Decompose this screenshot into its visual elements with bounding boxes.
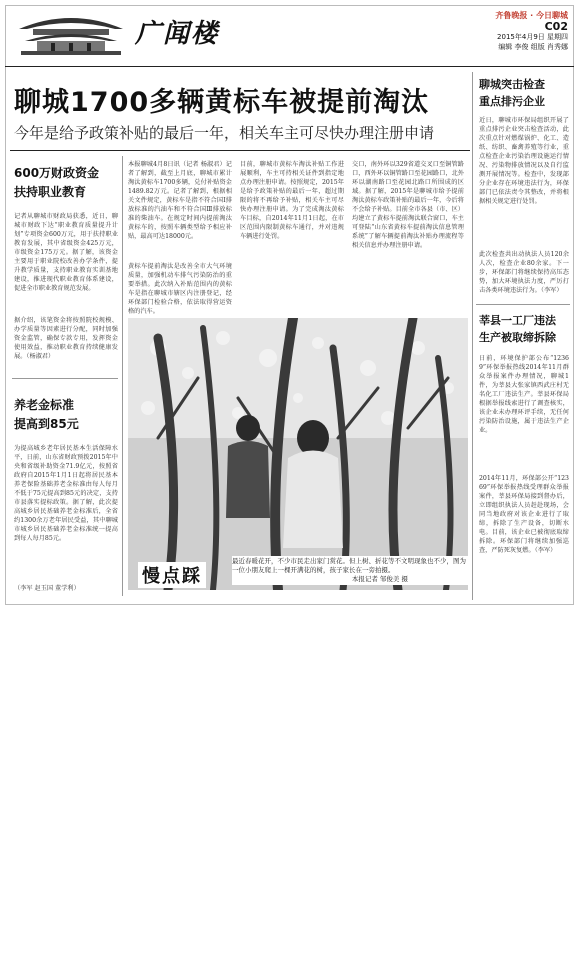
main-article-col1b: 黄标车提前淘汰是改善全市大气环境质量，加强机动车排气污染防治的重要举措。此次纳入补贴范围内的黄标车是指在聊城市辖区内注册登记，经环保部门检验合格，依法取得营运资格的汽车。 — [128, 263, 232, 314]
story-pension-credit: （李军 赵玉国 董学利） — [14, 585, 80, 592]
story-factory-body-2: 2014年11月，环保部公开“12369”环保举报热线受理群众举报案件，莘县环保局接到督办后，立即组织执法人员赶赴现场，会同当地政府对该企业进行了取缔，拆除了生产设备，切断水电。目前，该企业已被彻底取缔拆除。环保部门将继续加强巡查，严防死灰复燃。（李军） — [479, 475, 569, 554]
pavilion-logo-icon — [11, 7, 131, 59]
photo-title: 慢点踩 — [138, 562, 206, 588]
issue-date: 2015年4月9日 星期四 — [497, 33, 568, 41]
story-factory-body: 日前，环境保护部公布“12369”环保举报热线2014年11月群众举报案件办理情况，聊城1件，为莘县大张家镇西武庄村无名化工厂违法生产。莘县环保局根据举报线索进行了调查核实，该企业未办理环评手续，无任何污染防治设施，属于违法生产企业。 — [479, 355, 569, 434]
story-factory-title: 莘县一工厂违法 生产被取缔拆除 — [479, 314, 556, 344]
photo-caption-text: 最近春暖花开，不少市民走出家门赏花。但上树、折花等不文明现象也不少，图为一位小朋友爬上一棵开满花的树，孩子家长在一旁拍摄。 — [232, 557, 466, 574]
news-photo — [128, 318, 468, 590]
story-pension-body: 为提高城乡老年居民基本生活保障水平，日前，山东省财政预拨2015年中央和省级补助资金71.9亿元，按照省政府自2015年1月1日起将居民基本养老保险基础养老金标准由每人每月不低于75元提高到85元的决定，支持市县落实提标政策。据了解，此次提高城乡居民基础养老金标准后，全省约1300余万老年居民受益，其中聊城市城乡居民基础养老金标准统一提高到每人每月85元。 — [14, 445, 118, 542]
editors: 编辑 李俊 组版 肖秀娜 — [498, 43, 568, 51]
page-code: C02 — [544, 20, 568, 33]
subheadline: 今年是给予政策补贴的最后一年，相关车主可尽快办理注册申请 — [14, 124, 435, 142]
main-article-col3: 交口，南外环以329省道交叉口至铜管路口，西外环以铜管路口至花园路口，北外环以湖南路口至花园北路口所围成的区域。据了解，2015年是聊城市给予提前淘汰黄标车政策补贴的最后一年，今后将不会给予补贴。目前全市各县（市、区）均建立了黄标车提前淘汰联合窗口，车主可登陆“山东省黄标车提前淘汰信息管理系统”了解车辆提前淘汰补贴办理流程等相关信息并办理注册申请。 — [352, 161, 464, 249]
headline-rule — [10, 150, 470, 151]
right-column-divider — [472, 72, 473, 600]
main-article-col1: 本报聊城4月8日讯（记者 杨淑君）记者了解到，截至上月底，聊城市累计淘汰黄标车1700多辆，兑付补贴资金1489.82万元。记者了解到，根据相关文件规定，黄标车是指不符合国Ⅰ排放标准的汽油车和不符合国Ⅲ排放标准的柴油车。在规定时间内提前淘汰黄标车的，按照车辆类型给予相应补贴，最高可达18000元。 — [128, 161, 232, 240]
masthead-rule — [5, 66, 574, 67]
left-column-divider — [122, 156, 123, 596]
masthead — [5, 5, 574, 67]
photo-credit: 本报记者 邹俊美 摄 — [351, 575, 408, 583]
story-vocational-title: 600万财政资金 扶持职业教育 — [14, 166, 100, 199]
left-story-rule — [12, 378, 118, 379]
right-story-rule — [476, 304, 570, 305]
section-title: 广闻楼 — [135, 19, 220, 49]
photo-caption — [232, 556, 468, 585]
story-inspection-title: 聊城突击检查 重点排污企业 — [479, 78, 545, 108]
story-vocational-body: 记者从聊城市财政局获悉，近日，聊城市财政下达“职业教育质量提升计划”专项资金600万元，用于扶持职业教育发展，其中省级资金425万元，市级资金175万元。据了解，该资金主要用于职业院校改善办学条件，提升教学质量，支持职业教育实训基地建设，推进现代职业教育体系建设，促进全市职业教育规范发展。 — [14, 213, 118, 292]
main-article-col2: 目前，聊城市黄标车淘汰补贴工作进展顺利，车主可持相关证件到指定地点办理注册申请。按照规定，2015年是给予政策补贴的最后一年，超过期限的将不再给予补贴，相关车主可尽快办理注册申请。为了完成淘汰黄标车目标，自2014年11月1日起，在市区范围内限制黄标车通行，并对违规车辆进行处罚。 — [240, 161, 344, 240]
headline: 聊城1700多辆黄标车被提前淘汰 — [14, 87, 430, 118]
story-pension-title: 养老金标准 提高到85元 — [14, 398, 79, 431]
story-inspection-body: 近日，聊城市环保局组织开展了重点排污企业突击检查活动，此次重点针对燃煤锅炉、化工、造纸、纺织、畜禽养殖等行业，重点检查企业污染治理设施运行情况、污染物排放情况以及自行监测开展情况等。检查中，发现部分企业存在环境违法行为，环保部门已依法责令其整改，并将根据相关规定进行处罚。 — [479, 117, 569, 205]
story-inspection-body-2: 此次检查共出动执法人员120余人次，检查企业80余家。下一步，环保部门将继续保持高压态势，加大环境执法力度，严厉打击各类环境违法行为。（李军） — [479, 251, 569, 294]
brand-name: 齐鲁晚报 · 今日聊城 — [495, 11, 568, 20]
masthead-info — [495, 11, 568, 52]
story-vocational-body-2: 据介绍，该笔资金将按照院校规模、办学质量等因素进行分配，同时加强资金监管，确保专款专用，发挥资金使用效益，推动职业教育持续健康发展。（杨淑君） — [14, 317, 118, 360]
